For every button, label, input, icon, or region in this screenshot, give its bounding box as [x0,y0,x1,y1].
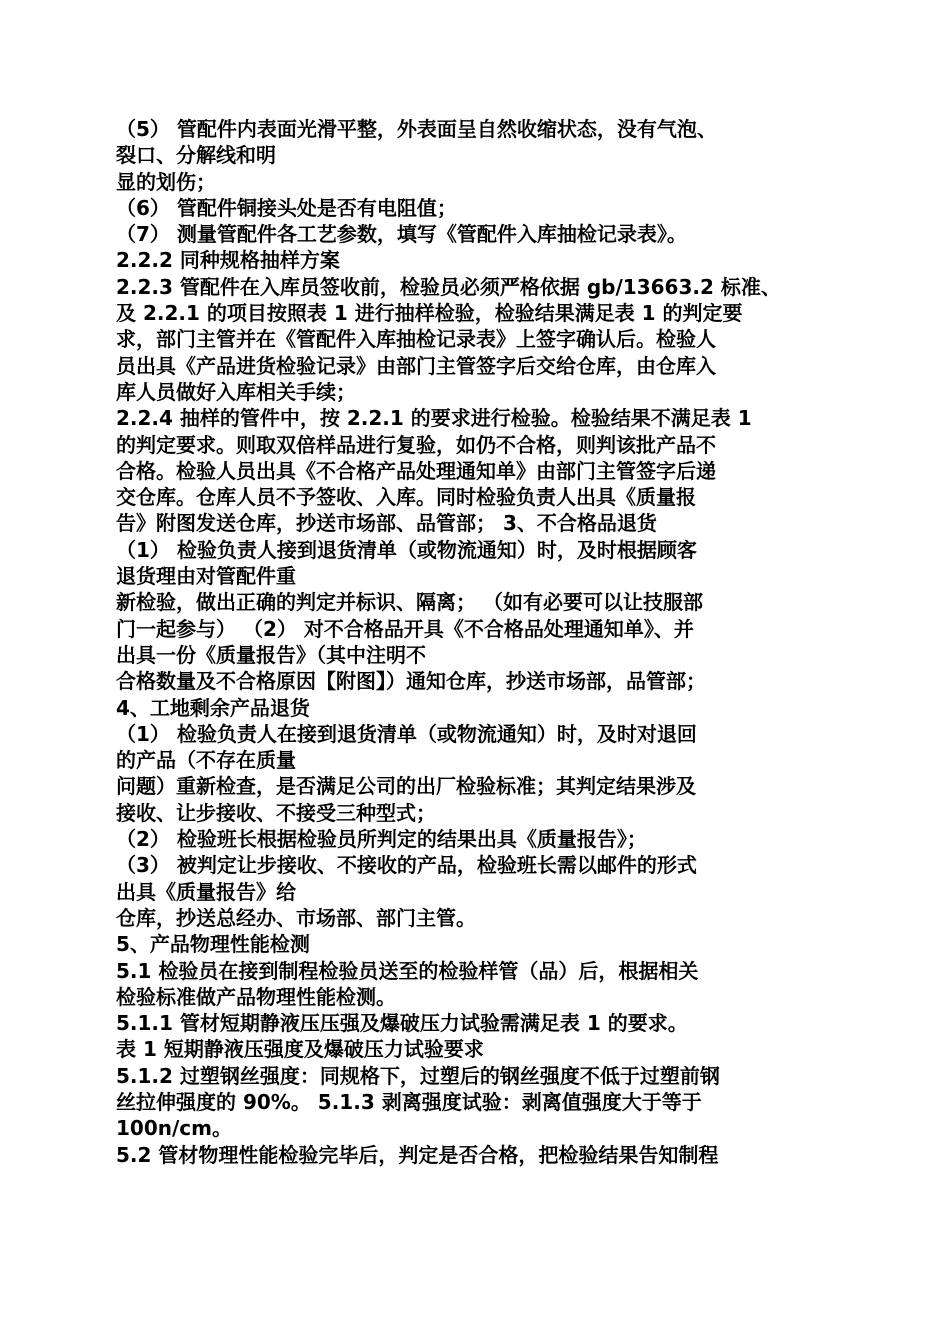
text-line: 合格数量及不合格原因【附图】）通知仓库，抄送市场部，品管部； [116,669,706,694]
text-line: 的判定要求。则取双倍样品进行复验，如仍不合格，则判该批产品不 [116,432,716,457]
text-line: 丝拉伸强度的 90%。 5.1.3 剥离强度试验：剥离值强度大于等于 [116,1089,702,1114]
text-line: （3） 被判定让步接收、不接收的产品，检验班长需以邮件的形式 [116,853,697,878]
text-line: （7） 测量管配件各工艺参数，填写《管配件入库抽检记录表》。 [116,222,687,247]
text-line: 及 2.2.1 的项目按照表 1 进行抽样检验，检验结果满足表 1 的判定要 [116,301,743,326]
text-line: 员出具《产品进货检验记录》由部门主管签字后交给仓库，由仓库入 [116,353,716,378]
document-page [116,116,838,1168]
text-line: （5） 管配件内表面光滑平整，外表面呈自然收缩状态，没有气泡、 [116,117,717,141]
text-line: 新检验，做出正确的判定并标识、隔离； （如有必要可以让技服部 [116,590,703,615]
text-line: 5.1 检验员在接到制程检验员送至的检验样管（品）后，根据相关 [116,958,699,983]
text-line: 问题）重新检查，是否满足公司的出厂检验标准；其判定结果涉及 [116,774,696,799]
text-line: 裂口、分解线和明 [116,143,276,168]
section-heading: 4、工地剩余产品退货 [116,695,310,720]
text-line: 合格。检验人员出具《不合格产品处理通知单》由部门主管签字后递 [116,458,716,483]
text-line: 5.2 管材物理性能检验完毕后，判定是否合格，把检验结果告知制程 [116,1142,719,1167]
text-line: 显的划伤； [116,169,216,194]
text-line: 2.2.4 抽样的管件中，按 2.2.1 的要求进行检验。检验结果不满足表 1 [116,406,752,431]
text-line: 库人员做好入库相关手续； [116,379,356,404]
text-line: 5.1.1 管材短期静液压压强及爆破压力试验需满足表 1 的要求。 [116,1011,688,1036]
table-caption: 表 1 短期静液压强度及爆破压力试验要求 [116,1037,484,1062]
text-line: 接收、让步接收、不接受三种型式； [116,800,436,825]
text-line: 告》附图发送仓库，抄送市场部、品管部； 3、不合格品退货 [116,511,657,536]
section-heading: 2.2.2 同种规格抽样方案 [116,248,340,273]
text-line: 100n/cm。 [116,1116,232,1141]
section-heading: 5、产品物理性能检测 [116,932,310,957]
text-line: （2） 检验班长根据检验员所判定的结果出具《质量报告》； [116,827,647,852]
text-line: 出具《质量报告》给 [116,879,296,904]
text-line: 仓库，抄送总经办、市场部、部门主管。 [116,905,476,930]
text-line: 交仓库。仓库人员不予签收、入库。同时检验负责人出具《质量报 [116,485,696,510]
text-line: 门一起参与） （2） 对不合格品开具《不合格品处理通知单》、并 [116,616,694,641]
text-line: （1） 检验负责人接到退货清单（或物流通知）时，及时根据顾客 [116,537,697,562]
text-line: 的产品（不存在质量 [116,748,296,773]
text-line: 退货理由对管配件重 [116,564,296,589]
text-line: 检验标准做产品物理性能检测。 [116,984,396,1009]
text-line: 2.2.3 管配件在入库员签收前，检验员必须严格依据 gb/13663.2 标准、 [116,274,781,299]
text-line: 求，部门主管并在《管配件入库抽检记录表》上签字确认后。检验人 [116,327,716,352]
text-line: 5.1.2 过塑钢丝强度：同规格下，过塑后的钢丝强度不低于过塑前钢 [116,1063,720,1088]
text-line: 出具一份《质量报告》（其中注明不 [116,642,426,667]
text-line: （1） 检验负责人在接到退货清单（或物流通知）时，及时对退回 [116,721,697,746]
text-line: （6） 管配件铜接头处是否有电阻值； [116,195,457,220]
